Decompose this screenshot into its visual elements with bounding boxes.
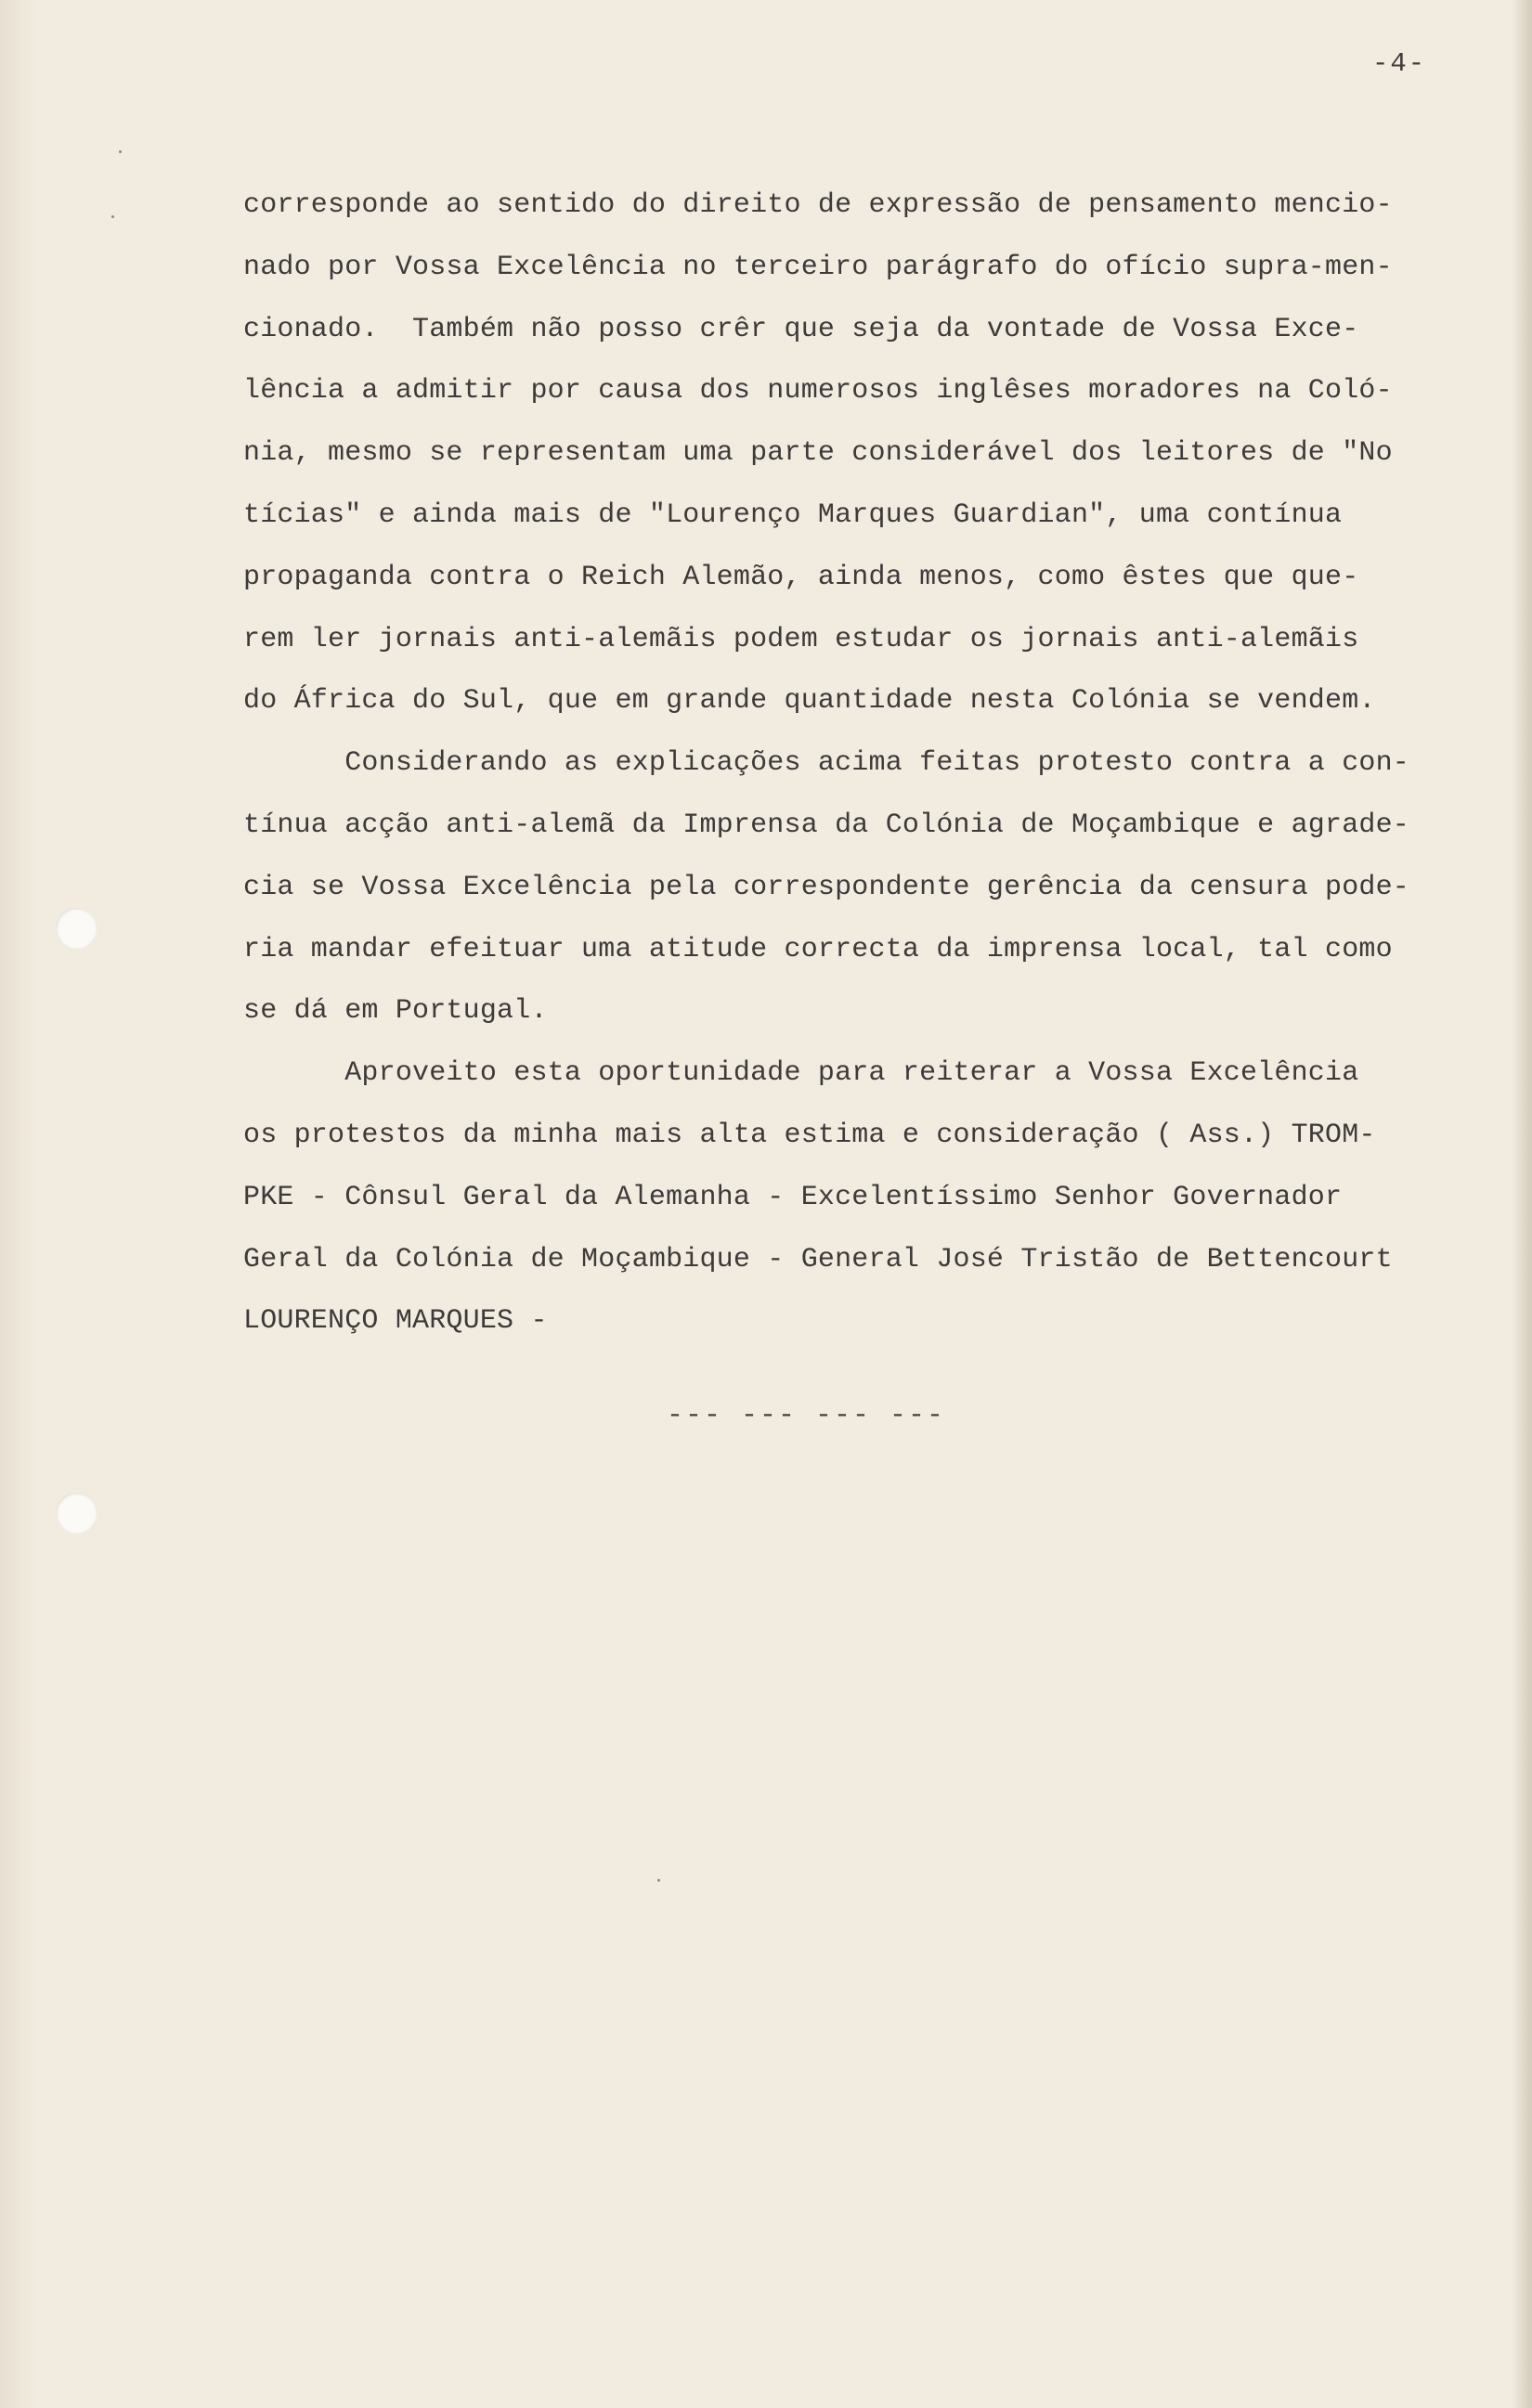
text-line: lência a admitir por causa dos numerosos inglêses moradores na Coló- — [243, 375, 1393, 408]
paper-speck — [111, 215, 114, 218]
text-line: tínua acção anti-alemã da Imprensa da Colónia de Moçambique e agrade- — [243, 809, 1410, 841]
text-line: os protestos da minha mais alta estima e consideração ( Ass.) TROM- — [243, 1119, 1376, 1151]
text-line: se dá em Portugal. — [243, 995, 548, 1028]
text-line: propaganda contra o Reich Alemão, ainda menos, como êstes que que- — [243, 561, 1359, 593]
punch-hole — [56, 908, 97, 949]
text-line: Considerando as explicações acima feitas protesto contra a con- — [243, 747, 1410, 780]
letter-body — [243, 184, 1506, 1362]
punch-hole — [56, 1493, 97, 1534]
text-line: cia se Vossa Excelência pela correspondente gerência da censura pode- — [243, 871, 1410, 903]
text-line: nia, mesmo se representam uma parte considerável dos leitores de "No — [243, 437, 1393, 470]
paper-speck — [657, 1879, 660, 1882]
text-line: LOURENÇO MARQUES - — [243, 1305, 548, 1338]
text-line: Geral da Colónia de Moçambique - General José Tristão de Bettencourt — [243, 1243, 1393, 1275]
paper-speck — [119, 150, 122, 153]
text-line: nado por Vossa Excelência no terceiro parágrafo do ofício supra-men- — [243, 251, 1393, 283]
text-line: tícias" e ainda mais de "Lourenço Marques Guardian", uma contínua — [243, 498, 1343, 531]
text-line: cionado. Também não posso crêr que seja da vontade de Vossa Exce- — [243, 313, 1359, 345]
text-line: corresponde ao sentido do direito de expressão de pensamento mencio- — [243, 189, 1393, 221]
text-line: do África do Sul, que em grande quantidade nesta Colónia se vendem. — [243, 685, 1376, 718]
text-line: rem ler jornais anti-alemãis podem estudar os jornais anti-alemãis — [243, 623, 1359, 655]
text-line: Aproveito esta oportunidade para reiterar a Vossa Excelência — [243, 1057, 1359, 1090]
text-line: ria mandar efeituar uma atitude correcta da imprensa local, tal como — [243, 933, 1393, 965]
text-line: PKE - Cônsul Geral da Alemanha - Excelentíssimo Senhor Governador — [243, 1181, 1343, 1213]
page-number: -4- — [1372, 48, 1427, 79]
closing-divider: --- --- --- --- — [667, 1400, 946, 1431]
